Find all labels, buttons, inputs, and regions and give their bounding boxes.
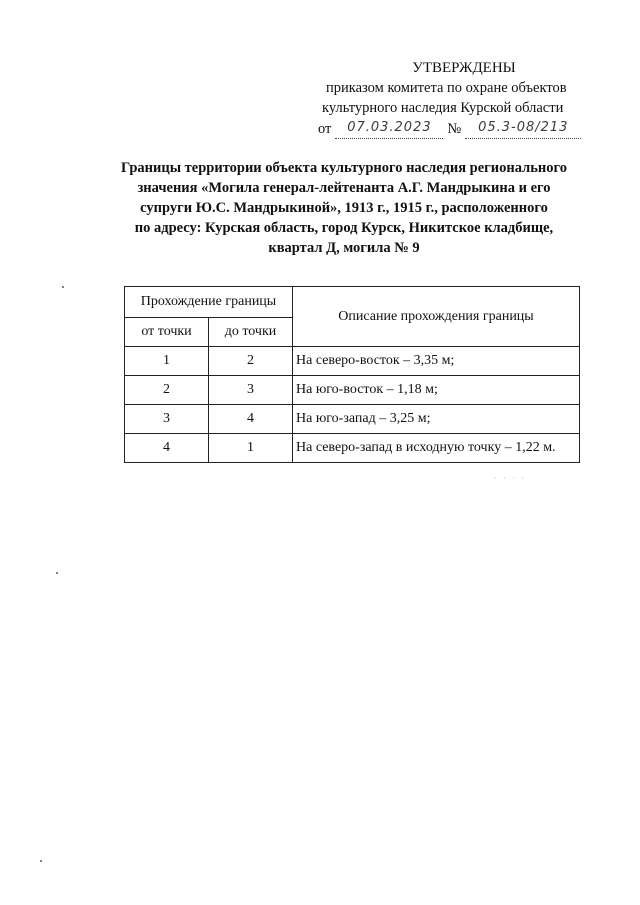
table-row [125, 405, 580, 434]
title-line-2: значения «Могила генерал-лейтенанта А.Г. Мандрыкина и его [137, 180, 551, 196]
to-point-cell: 2 [209, 347, 293, 376]
table-row [125, 434, 580, 463]
scan-speck [62, 286, 64, 288]
from-point-header: от точки [125, 318, 209, 347]
description-cell: На северо-запад в исходную точку – 1,22 м. [293, 434, 580, 463]
group-header: Прохождение границы [125, 287, 293, 318]
from-point-cell: 3 [125, 405, 209, 434]
table-row [125, 347, 580, 376]
title-line-4: по адресу: Курская область, город Курск, Никитское кладбище, [134, 220, 554, 236]
approval-stamp [318, 58, 588, 139]
from-label: от [318, 121, 332, 137]
approval-line-2: культурного наследия Курской области [322, 100, 564, 116]
to-point-cell: 4 [209, 405, 293, 434]
to-point-cell: 3 [209, 376, 293, 405]
title-line-1: Границы территории объекта культурного наследия регионального [121, 160, 567, 176]
document-title [96, 158, 592, 258]
scan-speck [40, 860, 42, 862]
scan-smudge: · · · · [494, 474, 526, 483]
title-line-5: квартал Д, могила № 9 [268, 240, 420, 256]
from-point-cell: 2 [125, 376, 209, 405]
description-cell: На северо-восток – 3,35 м; [293, 347, 580, 376]
approval-title: УТВЕРЖДЕНЫ [412, 60, 516, 76]
title-line-3: супруги Ю.С. Мандрыкиной», 1913 г., 1915 г., расположенного [140, 200, 548, 216]
table-header-row-1 [125, 287, 580, 318]
approval-date: 07.03.2023 [335, 118, 443, 139]
approval-line-1: приказом комитета по охране объектов [326, 80, 567, 96]
description-cell: На юго-запад – 3,25 м; [293, 405, 580, 434]
to-point-cell: 1 [209, 434, 293, 463]
number-label: № [447, 121, 462, 137]
table-row [125, 376, 580, 405]
approval-date-row [318, 118, 588, 139]
boundary-table [124, 286, 580, 463]
description-header: Описание прохождения границы [293, 287, 580, 347]
approval-number: 05.3-08/213 [465, 118, 581, 139]
to-point-header: до точки [209, 318, 293, 347]
from-point-cell: 4 [125, 434, 209, 463]
description-cell: На юго-восток – 1,18 м; [293, 376, 580, 405]
from-point-cell: 1 [125, 347, 209, 376]
scan-speck [56, 572, 58, 574]
